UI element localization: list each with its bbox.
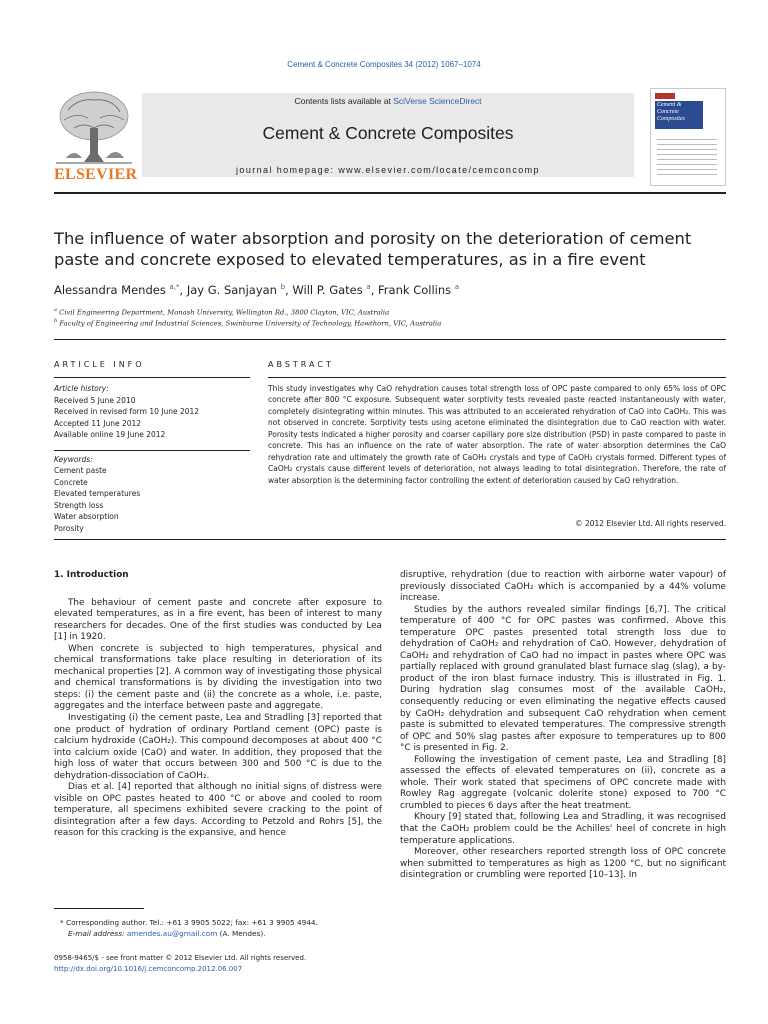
doi-link[interactable]: http://dx.doi.org/10.1016/j.cemconcomp.2012.06.007 [54, 964, 243, 973]
abstract-copyright: © 2012 Elsevier Ltd. All rights reserved. [575, 519, 726, 528]
keyword-item: Cement paste [54, 466, 107, 475]
author-name: Alessandra Mendes [54, 283, 166, 297]
contents-prefix: Contents lists available at [294, 96, 394, 106]
affiliation-marker: b [54, 318, 58, 324]
author-affiliation-marker[interactable]: a [366, 283, 371, 292]
keyword-item: Porosity [54, 523, 84, 533]
body-paragraph: Dias et al. [4] reported that although no initial signs of distress were visible on OPC pastes heated to 400 °C or above and cooled to room temperature, all specimens exhibited severe cracking to the point of disintegration after a few days. According to Petzold and Rohrs [5], the reason for this cracking is the expansive, and hence [54, 782, 382, 839]
keyword-item: Strength loss [54, 500, 104, 510]
email-link[interactable]: amendes.au@gmail.com [126, 929, 218, 938]
affiliation-text: Faculty of Engineering and Industrial Sciences, Swinburne University of Technology, Hawthorn, VIC, Australia [59, 319, 442, 328]
footnote [54, 917, 382, 939]
body-paragraph: Khoury [9] stated that, following Lea and Stradling, it was recognised that the CaOH₂ problem could be the Achilles' heel of concrete in high temperature applications. [400, 812, 726, 846]
author-name: Jay G. Sanjayan [186, 283, 277, 297]
body-paragraph: When concrete is subjected to high temperatures, physical and chemical transformations take place resulting in deterioration of its mechanical properties [2]. A common way of investigating those physical and chemical transformations is by dividing the investigation into two steps: (i) the cement paste and (ii) the concrete as a whole, i.e. paste, aggregates and the interface between paste and aggregate. [54, 643, 382, 712]
abstract-text: This study investigates why CaO rehydration causes total strength loss of OPC paste compared to only 65% loss of OPC concrete after 800 °C exposure. Subsequent water sorptivity tests revealed paste reacted instantaneously with water, completely disintegrating within minutes. This was attributed to an accelerated rehydration of CaO into CaOH₂. This was not observed in concrete. Sorptivity tests using acetone eliminated the disintegration due to CaO reaction with water. Porosity tests indicated a higher porosity and coarser capillary pore size distribution (PSD) in paste compared to paste in concrete. This has an influence on the rate of water absorption. The rate of water absorption determines the CaO rehydration rate and ultimately the growth rate of CaOH₂ crystals and type of CaOH₂ crystals formed. Different types of CaOH₂ crystals cause different levels of deterioration, not always leading to total disintegration. Therefore, the rate of water absorption is the determining factor controlling the extent of deterioration caused by CaO rehydration. [268, 384, 726, 485]
section-divider [54, 539, 726, 540]
issn-block [54, 953, 394, 974]
section-heading: 1. Introduction [54, 570, 129, 580]
keyword-item: Water absorption [54, 512, 119, 521]
author-name: Frank Collins [378, 283, 452, 297]
email-line [54, 928, 382, 939]
journal-title: Cement & Concrete Composites [262, 123, 514, 143]
elsevier-wordmark: ELSEVIER [54, 166, 138, 183]
info-rule [54, 377, 250, 378]
affiliation-text: Civil Engineering Department, Monash University, Wellington Rd., 3800 Clayton, VIC, Australia [59, 308, 390, 317]
body-paragraph: disruptive, rehydration (due to reaction with airborne water vapour) of previously dissociated CaOH₂ which is accompanied by a 44% volume increase. [400, 570, 726, 604]
abstract-heading: ABSTRACT [268, 360, 334, 369]
footnote-rule [54, 908, 144, 909]
affiliation-b [54, 318, 441, 327]
body-paragraph: Following the investigation of cement paste, Lea and Stradling [8] assessed the effects of elevated temperatures on (ii), concrete as a whole. Their work stated that specimens of OPC concrete made with Rowley Rag aggregate (volcanic dolerite stone) exposed to 700 °C crumbled to pieces 6 days after the heat treatment. [400, 754, 726, 811]
body-left-column [54, 570, 382, 840]
email-suffix: (A. Mendes). [219, 929, 266, 938]
author-affiliation-marker[interactable]: b [280, 283, 286, 292]
author-name: Will P. Gates [292, 283, 363, 297]
body-right-column [400, 570, 726, 882]
paper-title: The influence of water absorption and porosity on the deterioration of cement paste and concrete exposed to elevated temperatures, as in a fire event [54, 229, 692, 269]
affiliation-marker: a [54, 307, 57, 313]
sciencedirect-link[interactable]: SciVerse ScienceDirect [393, 96, 482, 106]
history-item: Accepted 11 June 2012 [54, 418, 142, 428]
article-info [54, 383, 250, 534]
author-affiliation-marker[interactable]: a,* [169, 283, 180, 292]
contents-line [142, 96, 634, 106]
issn-line: 0958-9465/$ - see front matter © 2012 Elsevier Ltd. All rights reserved. [54, 954, 307, 962]
body-paragraph: Studies by the authors revealed similar findings [6,7]. The critical temperature of 400 °C for OPC pastes was confirmed. Above this temperature OPC pastes presented total strength loss due to dehydration of CaOH₂ and rehydration of CaO. However, dehydration of CaOH₂ and rehydration of CaO had no impact in pastes where OPC was partially replaced with ground granulated blast furnace slag (slag), a by-product of the iron blast furnace industry. This is illustrated in Fig. 1. During hydration slag consumes most of the available CaOH₂, consequently reducing or even eliminating the negative effects caused by CaOH₂ dehydration and subsequent CaO rehydration when cement paste is submitted to elevated temperatures. The compressive strength of OPC and 50% slag pastes after exposure to temperatures up to 800 °C is presented in Fig. 2. [400, 604, 726, 754]
corresponding-author: * Corresponding author. Tel.: +61 3 9905 5022; fax: +61 3 9905 4944. [60, 918, 318, 927]
keyword-item: Concrete [54, 477, 88, 487]
body-paragraph: Investigating (i) the cement paste, Lea and Stradling [3] reported that one product of hydration of ordinary Portland cement (OPC) paste is calcium hydroxide (CaOH₂). This compound decomposes at about 400 °C into calcium oxide (CaO) and water. In addition, they proposed that the high loss of water that occurs between 300 and 500 °C is due to the dehydration-dissociation of CaOH₂. [54, 713, 382, 781]
elsevier-tree-icon [54, 88, 134, 166]
history-item: Received 5 June 2010 [54, 395, 136, 405]
cover-lines [657, 139, 717, 179]
section-divider [54, 339, 726, 340]
author-affiliation-marker[interactable]: a [454, 283, 460, 292]
journal-header [54, 88, 726, 188]
body-paragraph: Moreover, other researchers reported strength loss of OPC concrete when submitted to temperatures as high as 1200 °C, but no significant disintegration or crumbling were reported [10–13]. In [400, 847, 726, 881]
affiliation-a [54, 307, 389, 316]
article-info-heading: ARTICLE INFO [54, 360, 145, 369]
journal-homepage[interactable]: journal homepage: www.elsevier.com/locate/cemconcomp [236, 165, 540, 175]
history-label: Article history: [54, 384, 109, 393]
journal-cover-thumbnail[interactable] [650, 88, 726, 186]
keyword-item: Elevated temperatures [54, 489, 141, 498]
elsevier-logo[interactable] [54, 88, 138, 184]
cover-accent [655, 93, 675, 99]
abstract-rule [268, 377, 726, 378]
history-item: Available online 19 June 2012 [54, 430, 166, 439]
keywords-label: Keywords: [54, 450, 250, 466]
journal-banner [142, 93, 634, 177]
cover-title: Cement & Concrete Composites [655, 101, 703, 129]
history-item: Received in revised form 10 June 2012 [54, 407, 200, 416]
body-paragraph: The behaviour of cement paste and concrete after exposure to elevated temperatures, as in a fire event, has been of interest to many researchers for decades. One of the first studies was conducted by Lea [1] in 1920. [54, 597, 382, 643]
header-rule [54, 192, 726, 194]
journal-citation[interactable]: Cement & Concrete Composites 34 (2012) 1067–1074 [287, 60, 481, 69]
author-list: Alessandra Mendes $^{a,*}$, Jay G. Sanjayan $^b$, Will P. Gates $^a$, Frank Collins $^a$ [54, 283, 460, 297]
email-label: E-mail address: [68, 929, 125, 938]
